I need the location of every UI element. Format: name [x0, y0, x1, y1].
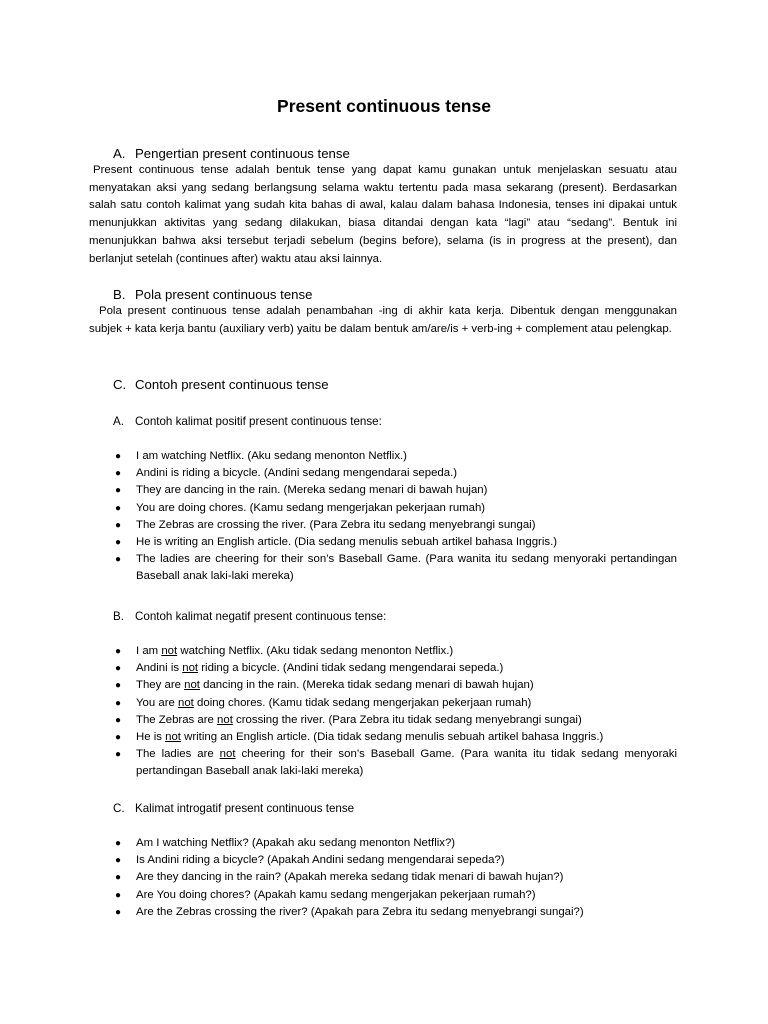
not-word: not [161, 645, 178, 657]
bullet-icon: ● [115, 889, 122, 901]
positive-title: Contoh kalimat positif present continuous tense: [135, 415, 382, 428]
list-item: ● Am I watching Netflix? (Apakah aku sedang menonton Netflix?) [113, 835, 677, 852]
interrogative-list [113, 835, 677, 921]
not-word: not [178, 696, 194, 709]
bullet-icon: ● [115, 714, 122, 726]
not-word: not [217, 713, 233, 726]
section-b-title: Pola present continuous tense [135, 287, 313, 302]
bullet-icon: ● [115, 519, 122, 531]
section-a-letter: A. [113, 146, 126, 161]
list-item: ● Andini is not riding a bicycle. (Andini tidak sedang mengendarai sepeda.) [113, 660, 677, 677]
bullet-icon: ● [115, 554, 122, 566]
bullet-icon: ● [115, 838, 122, 849]
page-title: Present continuous tense [277, 96, 491, 116]
section-a-body: Present continuous tense adalah bentuk tense yang dapat kamu gunakan untuk menjelaskan sesuatu atau menyatakan aksi yang sedang berlangsung selama waktu tertentu pada masa sekarang (present). Berdasarkan salah satu contoh kalimat yang sudah kita bahas di awal, kalau dalam bahasa Indonesia, tenses ini dipakai untuk menunjukkan aktivitas yang sedang dilakukan, biasa ditandai dengan kata “lagi” atau “sedang”. Bentuk ini menunjukkan bahwa aksi tersebut terjadi sebelum (begins before), selama (is in progress at the present), dan berlanjut setelah (continues after) waktu atau aksi lainnya. [89, 164, 677, 265]
section-a-title: Pengertian present continuous tense [135, 146, 350, 161]
not-word: not [184, 679, 200, 692]
section-c-letter: C. [113, 377, 127, 392]
list-item: ● The ladies are cheering for their son’s Baseball Game. (Para wanita itu sedang menyoraki pertandingan Baseball anak laki-laki mereka) [115, 553, 677, 583]
bullet-icon: ● [115, 872, 122, 884]
list-item: ● Andini is riding a bicycle. (Andini sedang mengendarai sepeda.) [113, 465, 677, 482]
list-item: ● Are they dancing in the rain? (Apakah mereka sedang tidak menari di bawah hujan?) [113, 869, 677, 886]
list-item: ● Is Andini riding a bicycle? (Apakah Andini sedang mengendarai sepeda?) [113, 852, 677, 869]
interrogative-title: Kalimat introgatif present continuous tense [135, 802, 355, 815]
list-item: ● He is not writing an English article. (Dia tidak sedang menulis sebuah artikel bahasa Inggris.) [113, 729, 677, 746]
section-c-title: Contoh present continuous tense [135, 377, 329, 392]
section-b-heading [113, 286, 312, 303]
bullet-icon: ● [115, 749, 122, 761]
list-item: ● I am watching Netflix. (Aku sedang menonton Netflix.) [113, 448, 677, 465]
bullet-icon: ● [115, 646, 122, 657]
bullet-icon: ● [115, 855, 122, 867]
section-a-heading [113, 145, 350, 162]
list-item: ● They are not dancing in the rain. (Mereka tidak sedang menari di bawah hujan) [113, 677, 677, 694]
negative-letter: B. [113, 610, 124, 623]
negative-list [113, 643, 677, 781]
list-item: ● He is writing an English article. (Dia sedang menulis sebuah artikel bahasa Inggris.) [113, 534, 677, 551]
bullet-icon: ● [115, 697, 122, 709]
bullet-icon: ● [115, 451, 122, 462]
list-item: ● Are You doing chores? (Apakah kamu sedang mengerjakan pekerjaan rumah?) [113, 887, 677, 904]
positive-letter: A. [113, 415, 124, 428]
positive-list [113, 448, 677, 586]
list-item: ● I am not watching Netflix. (Aku tidak sedang menonton Netflix.) [113, 643, 677, 660]
bullet-icon: ● [115, 680, 122, 692]
list-item: ● They are dancing in the rain. (Mereka sedang menari di bawah hujan) [113, 482, 677, 499]
list-item: ● Are the Zebras crossing the river? (Apakah para Zebra itu sedang menyebrangi sungai?) [113, 904, 677, 921]
not-word: not [219, 748, 236, 761]
bullet-icon: ● [115, 485, 122, 497]
not-word: not [182, 662, 199, 675]
section-b-body: Pola present continuous tense adalah penambahan -ing di akhir kata kerja. Dibentuk dengan menggunakan subjek + kata kerja bantu (auxiliary verb) yaitu be dalam bentuk am/are/is + verb-ing + complement atau pelengkap. [89, 305, 677, 335]
bullet-icon: ● [115, 732, 122, 744]
list-item: ● The Zebras are crossing the river. (Para Zebra itu sedang menyebrangi sungai) [113, 517, 677, 534]
list-item: ● You are doing chores. (Kamu sedang mengerjakan pekerjaan rumah) [113, 500, 677, 517]
bullet-icon: ● [115, 537, 122, 549]
negative-heading [113, 608, 386, 625]
list-item: ● The Zebras are not crossing the river. (Para Zebra itu tidak sedang menyebrangi sungai) [113, 712, 677, 729]
list-item: ● You are not doing chores. (Kamu tidak sedang mengerjakan pekerjaan rumah) [113, 695, 677, 712]
bullet-icon: ● [115, 468, 122, 480]
list-item: ● The ladies are not cheering for their son’s Baseball Game. (Para wanita itu tidak sedang menyoraki pertandingan Baseball anak laki-laki mereka) [115, 748, 677, 778]
bullet-icon: ● [115, 663, 122, 675]
positive-heading [113, 413, 382, 430]
bullet-icon: ● [115, 502, 122, 514]
section-c-heading [113, 376, 329, 393]
interrogative-letter: C. [113, 802, 125, 815]
section-b-letter: B. [113, 287, 126, 302]
not-word: not [165, 731, 181, 744]
negative-title: Contoh kalimat negatif present continuous tense: [135, 610, 387, 623]
interrogative-heading [113, 800, 354, 817]
bullet-icon: ● [115, 906, 122, 918]
